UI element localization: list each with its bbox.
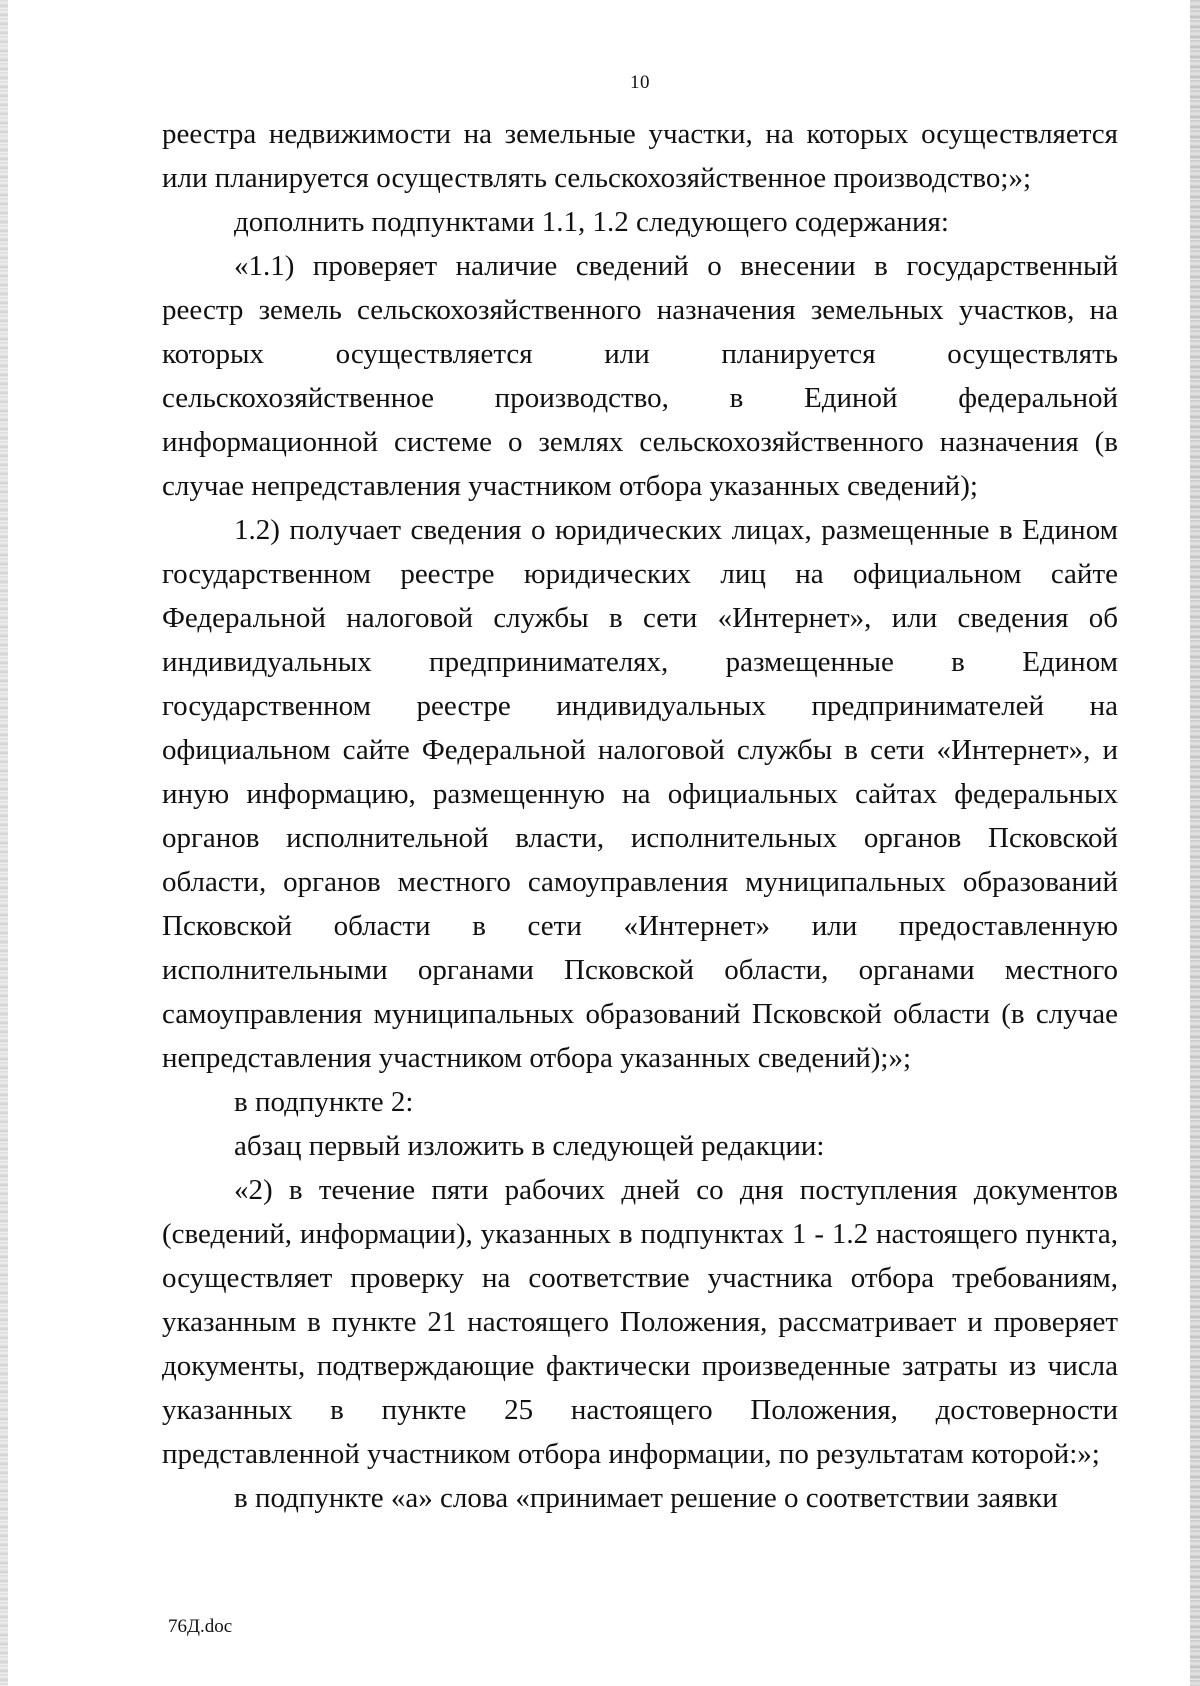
document-body <box>162 112 1118 1520</box>
footer-filename: 76Д.doc <box>168 1616 233 1637</box>
paragraph-subitem-2: «2) в течение пяти рабочих дней со дня поступления документов (сведений, информации), указанных в подпунктах 1 - 1.2 настоящего пункта, осуществляет проверку на соответствие участника отбора требованиям, указанным в пункте 21 настоящего Положения, рассматривает и проверяет документы, подтверждающие фактически произведенные затраты из числа указанных в пункте 25 настоящего Положения, достоверности представленной участником отбора информации, по результатам которой:»; <box>162 1174 1118 1470</box>
page-number: 10 <box>630 72 650 93</box>
scan-edge-left <box>0 0 8 1686</box>
paragraph-amendment-intro: дополнить подпунктами 1.1, 1.2 следующего содержания: <box>234 206 949 238</box>
paragraph-subitem-a: в подпункте «а» слова «принимает решение о соответствии заявки <box>234 1482 1058 1514</box>
paragraph-subitem-1-2: 1.2) получает сведения о юридических лицах, размещенные в Едином государственном реестре юридических лиц на официальном сайте Федеральной налоговой службы в сети «Интернет», или сведения об индивидуальных предпринимателях, размещенные в Едином государственном реестре индивидуальных предпринимателей на официальном сайте Федеральной налоговой службы в сети «Интернет», и иную информацию, размещенную на официальных сайтах федеральных органов исполнительной власти, исполнительных органов Псковской области, органов местного самоуправления муниципальных образований Псковской области в сети «Интернет» или предоставленную исполнительными органами Псковской области, органами местного самоуправления муниципальных образований Псковской области (в случае непредставления участником отбора указанных сведений);»; <box>162 514 1118 1074</box>
paragraph-subitem-2-heading: в подпункте 2: <box>234 1086 414 1118</box>
paragraph-continuation: реестра недвижимости на земельные участки, на которых осуществляется или планируется осуществлять сельскохозяйственное производство;»; <box>162 118 1118 194</box>
scan-edge-right <box>1190 0 1200 1686</box>
paragraph-subitem-1-1: «1.1) проверяет наличие сведений о внесении в государственный реестр земель сельскохозяйственного назначения земельных участков, на которых осуществляется или планируется осуществлять сельскохозяйственное производство, в Единой федеральной информационной системе о землях сельскохозяйственного назначения (в случае непредставления участником отбора указанных сведений); <box>162 250 1118 502</box>
paragraph-first-abzac: абзац первый изложить в следующей редакции: <box>234 1130 825 1162</box>
